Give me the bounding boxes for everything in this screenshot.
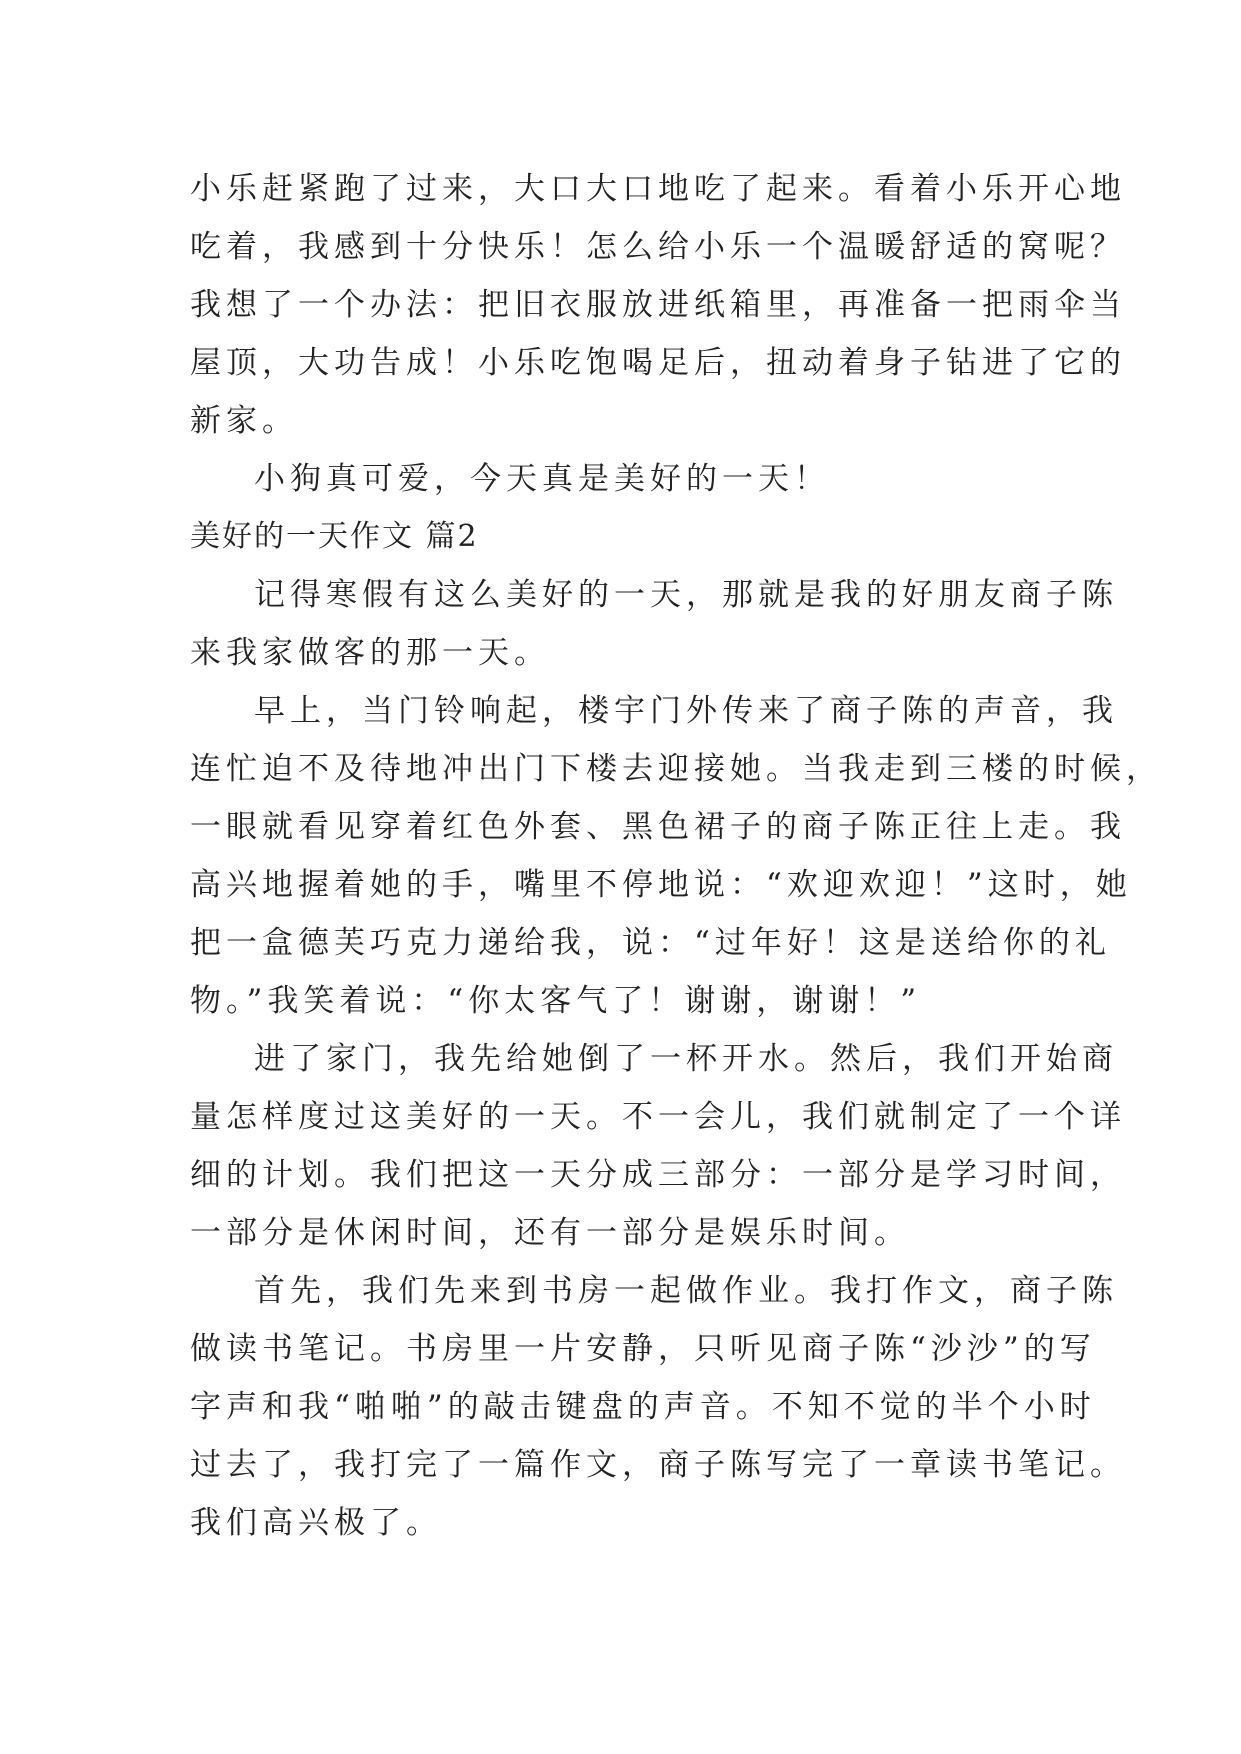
text-line: 早上，当门铃响起，楼宇门外传来了商子陈的声音，我 — [254, 693, 1118, 729]
heading-text: 美好的一天作文 篇2 — [190, 519, 479, 554]
text-line: 小狗真可爱，今天真是美好的一天！ — [254, 461, 830, 497]
paragraph — [190, 682, 1162, 1030]
text-line: 进了家门，我先给她倒了一杯开水。然后，我们开始商 — [254, 1041, 1118, 1077]
text-line: 一眼就看见穿着红色外套、黑色裙子的商子陈正往上走。我 — [190, 809, 1126, 845]
text-line: 小乐赶紧跑了过来，大口大口地吃了起来。看着小乐开心地 — [190, 171, 1126, 207]
text-line: 我想了一个办法：把旧衣服放进纸箱里，再准备一把雨伞当 — [190, 287, 1126, 323]
text-line: 做读书笔记。书房里一片安静，只听见商子陈“沙沙”的写 — [190, 1331, 1096, 1367]
paragraph — [190, 1030, 1126, 1262]
text-line: 首先，我们先来到书房一起做作业。我打作文，商子陈 — [254, 1273, 1118, 1309]
text-line: 记得寒假有这么美好的一天，那就是我的好朋友商子陈 — [254, 577, 1118, 613]
text-line: 过去了，我打完了一篇作文，商子陈写完了一章读书笔记。 — [190, 1447, 1126, 1483]
paragraph — [190, 160, 1126, 450]
document-page — [190, 160, 1162, 1552]
text-line: 屋顶，大功告成！小乐吃饱喝足后，扭动着身子钻进了它的 — [190, 345, 1126, 381]
text-line: 量怎样度过这美好的一天。不一会儿，我们就制定了一个详 — [190, 1099, 1126, 1135]
text-line: 来我家做客的那一天。 — [190, 635, 550, 671]
text-line: 把一盒德芙巧克力递给我，说：“过年好！这是送给你的礼 — [190, 925, 1111, 961]
text-line: 字声和我“啪啪”的敲击键盘的声音。不知不觉的半个小时 — [190, 1389, 1096, 1425]
paragraph — [190, 1262, 1126, 1552]
text-line: 高兴地握着她的手，嘴里不停地说：“欢迎欢迎！”这时，她 — [190, 867, 1132, 903]
text-line: 细的计划。我们把这一天分成三部分：一部分是学习时间， — [190, 1157, 1126, 1193]
section-heading — [190, 508, 1070, 566]
text-line: 物。”我笑着说：“你太客气了！谢谢，谢谢！” — [190, 983, 922, 1019]
paragraph — [190, 566, 1118, 682]
text-line: 吃着，我感到十分快乐！怎么给小乐一个温暖舒适的窝呢？ — [190, 229, 1126, 265]
text-line: 连忙迫不及待地冲出门下楼去迎接她。当我走到三楼的时候， — [190, 751, 1162, 787]
text-line: 我们高兴极了。 — [190, 1505, 442, 1541]
text-line: 一部分是休闲时间，还有一部分是娱乐时间。 — [190, 1215, 910, 1251]
paragraph — [190, 450, 1070, 508]
text-line: 新家。 — [190, 403, 298, 439]
